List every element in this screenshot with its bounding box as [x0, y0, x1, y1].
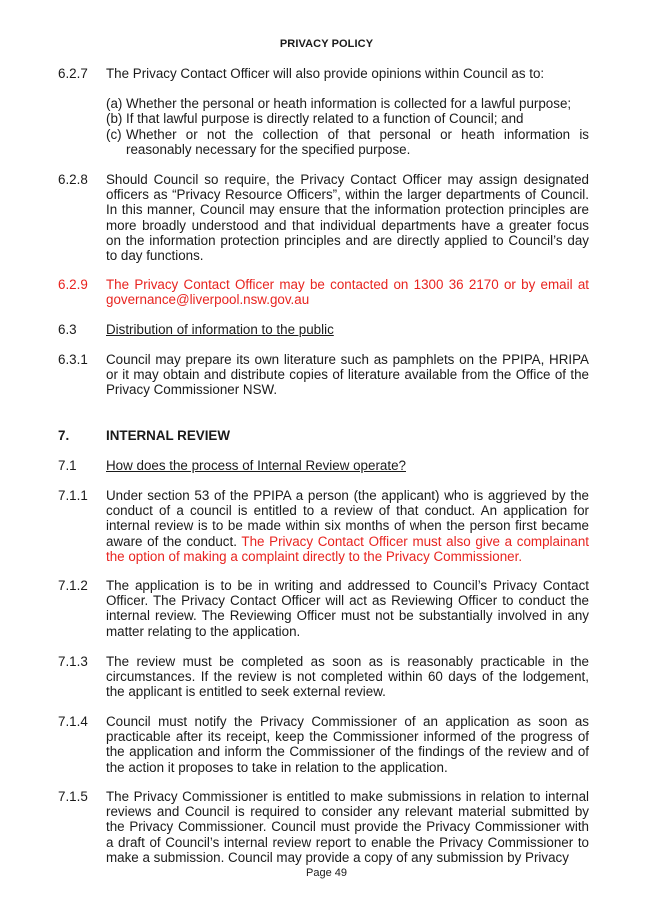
- section-text: The review must be completed as soon as is reasonably practicable in the circumstances. If the review is not completed within 60 days of the lodgement, the applicant is entitled to seek external review.: [106, 654, 589, 700]
- list-item-text: Whether the personal or heath information is collected for a lawful purpose;: [126, 96, 572, 112]
- section-number: 7.1.5: [58, 789, 88, 804]
- section-number: 7.1: [58, 458, 77, 473]
- section-number: 6.2.9: [58, 277, 88, 292]
- section-6-2-9: [58, 277, 589, 307]
- section-number: 7.1.4: [58, 714, 88, 729]
- section-7-1: [58, 458, 589, 473]
- section-7: [58, 428, 589, 443]
- section-number: 6.3.1: [58, 352, 88, 367]
- section-6-2-7: [58, 66, 589, 157]
- section-7-1-1: [58, 488, 589, 564]
- section-text: Council may prepare its own literature such as pamphlets on the PPIPA, HRIPA or it may obtain and distribute copies of literature available from the Office of the Privacy Commissioner NSW.: [106, 352, 589, 398]
- list-item-letter: (b): [106, 111, 123, 127]
- section-number: 7.1.2: [58, 578, 88, 593]
- contact-text: The Privacy Contact Officer may be contacted on 1300 36 2170 or by email at governance@liverpool.nsw.gov.au: [106, 277, 589, 308]
- list-item: [106, 96, 589, 111]
- list-item-text: If that lawful purpose is directly related to a function of Council; and: [126, 111, 524, 127]
- list-item-letter: (c): [106, 126, 122, 142]
- page-number: Page 49: [306, 867, 347, 879]
- section-heading: Distribution of information to the public: [106, 322, 334, 337]
- section-7-1-2: [58, 578, 589, 639]
- section-number: 7.1.1: [58, 488, 88, 503]
- section-heading: How does the process of Internal Review operate?: [106, 458, 406, 473]
- section-text: The Privacy Commissioner is entitled to make submissions in relation to internal reviews and Council is required to consider any relevant material submitted by the Privacy Commissioner. Council must provide the Privacy Commissioner with a draft of Council’s internal review report to enable the Privacy Commissioner to make a submission. Council may provide a copy of any submission by Privacy: [106, 789, 589, 865]
- section-heading: INTERNAL REVIEW: [106, 428, 230, 443]
- list-item: [106, 127, 589, 157]
- section-text: Under section 53 of the PPIPA a person (the applicant) who is aggrieved by the conduct of a council is entitled to a review of that conduct. An application for internal review is to be made within six months of when the person first became aware of the conduct.: [106, 488, 589, 549]
- page-header-title: PRIVACY POLICY: [279, 38, 374, 50]
- section-text: The Privacy Contact Officer will also provide opinions within Council as to:: [106, 66, 545, 81]
- section-text: Council must notify the Privacy Commissioner of an application as soon as practicable after its receipt, keep the Commissioner informed of the progress of the application and inform the Commissioner of the findings of the review and of the action it proposes to take in relation to the application.: [106, 714, 589, 775]
- section-text: The application is to be in writing and addressed to Council’s Privacy Contact Officer. The Privacy Contact Officer will act as Reviewing Officer to conduct the internal review. The Reviewing Officer must not be substantially involved in any matter relating to the application.: [106, 578, 589, 639]
- section-7-1-4: [58, 714, 589, 775]
- section-number: 6.3: [58, 322, 77, 337]
- section-text-highlight: The Privacy Contact Officer must also give a complainant the option of making a complaint directly to the Privacy Commissioner.: [106, 533, 589, 564]
- list-item-text: Whether or not the collection of that personal or heath information is reasonably necessary for the specified purpose.: [126, 126, 589, 157]
- list-item: [106, 111, 589, 126]
- section-text: Should Council so require, the Privacy Contact Officer may assign designated officers as “Privacy Resource Officers”, within the larger departments of Council. In this manner, Council may ensure that the information protection principles are more broadly understood and that individual departments have a greater focus on the information protection principles and are directly applied to Council’s day to day functions.: [106, 172, 589, 264]
- list-item-letter: (a): [106, 96, 123, 112]
- section-number: 6.2.8: [58, 172, 88, 187]
- section-text-block: [106, 488, 589, 564]
- section-6-2-8: [58, 172, 589, 263]
- section-number: 6.2.7: [58, 66, 88, 81]
- section-7-1-5: [58, 789, 589, 865]
- section-7-1-3: [58, 654, 589, 700]
- section-6-3: [58, 322, 589, 337]
- sub-list: [106, 96, 589, 157]
- section-number: 7.1.3: [58, 654, 88, 669]
- section-number: 7.: [58, 428, 70, 443]
- section-6-3-1: [58, 352, 589, 398]
